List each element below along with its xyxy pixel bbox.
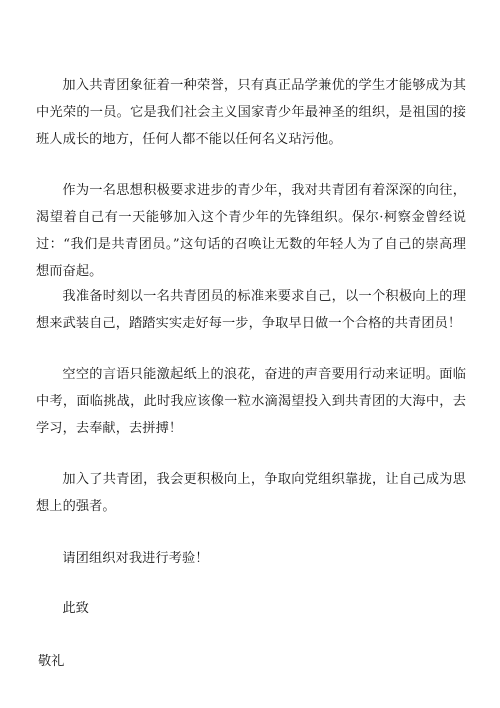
- paragraph-request: 请团组织对我进行考验！: [62, 551, 209, 566]
- salutation-jingli: 敬礼: [38, 654, 65, 669]
- paragraph-honor: 加入共青团象征着一种荣誉，只有真正品学兼优的学生才能够成为其中光荣的一员。它是我们社会主义国家青少年最神圣的组织，是祖国的接班人成长的地方，任何人都不能以任何名义玷污他。: [36, 78, 466, 147]
- paragraph-commitment: 我准备时刻以一名共青团员的标准来要求自己，以一个积极向上的理想来武装自己，踏踏实实走好每一步，争取早日做一个合格的共青团员！: [36, 289, 466, 331]
- paragraph-action: 空空的言语只能激起纸上的浪花，奋进的声音要用行动来证明。面临中考，面临挑战，此时我应该像一粒水滴渴望投入到共青团的大海中，去学习，去奉献，去拼搏！: [36, 367, 466, 436]
- paragraph-aspiration: 作为一名思想积极要求进步的青少年，我对共青团有着深深的向往，渴望着自己有一天能够加入这个青少年的先锋组织。保尔·柯察金曾经说过：“我们是共青团员。”这句话的召唤让无数的年轻人为了自己的崇高理想而奋起。: [36, 183, 466, 279]
- salutation-cizhi: 此致: [62, 601, 89, 616]
- paragraph-resolve: 加入了共青团，我会更积极向上，争取向党组织靠拢，让自己成为思想上的强者。: [36, 472, 466, 514]
